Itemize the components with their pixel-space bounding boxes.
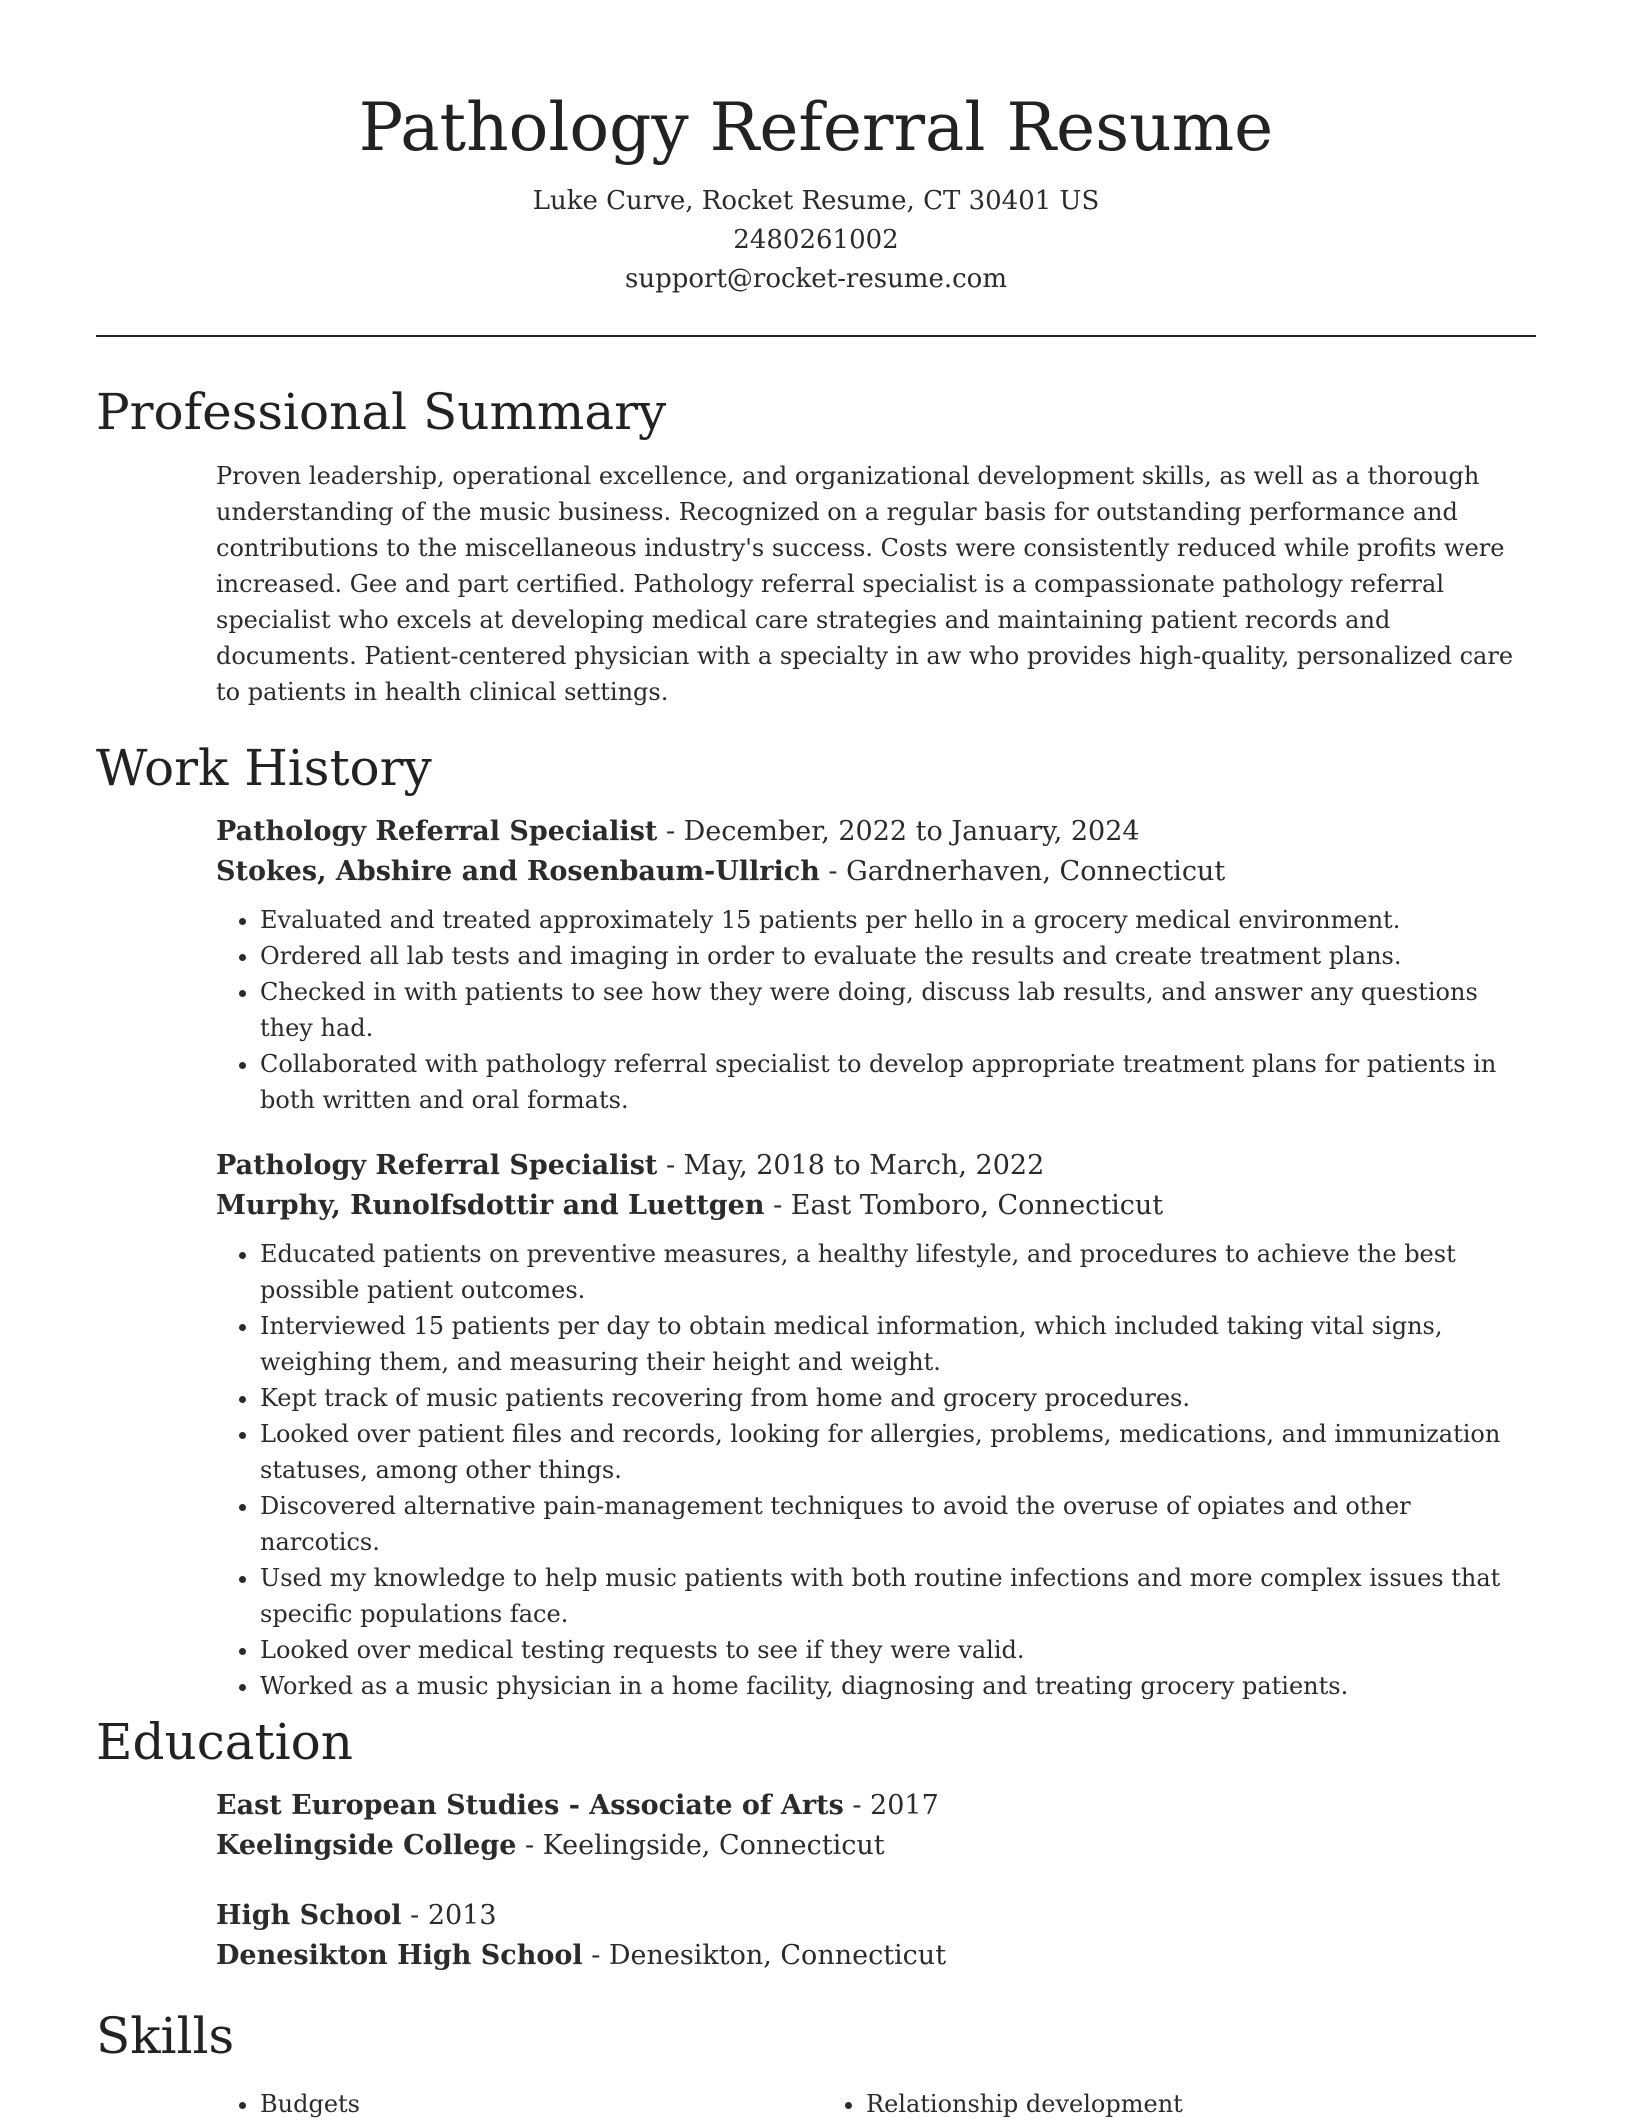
education-entry	[216, 1896, 1536, 1976]
degree-line	[216, 1896, 1536, 1936]
summary-section	[96, 380, 1536, 710]
list-item: • Checked in with patients to see how they were doing, discuss lab results, and answer any questions they had.	[260, 974, 1536, 1046]
job-title-line	[216, 812, 1536, 852]
header-divider	[96, 335, 1536, 337]
education-section	[96, 1710, 1536, 1976]
skills-section	[96, 2004, 1536, 2122]
school-line	[216, 1936, 1536, 1976]
summary-text: Proven leadership, operational excellence, and organizational development skills, as well as a thorough understanding of the music business. Recognized on a regular basis for outstanding performance and contributions to the miscellaneous industry's success. Costs were consistently reduced while profits were increased. Gee and part certified. Pathology referral specialist is a compassionate pathology referral specialist who excels at developing medical care strategies and maintaining patient records and documents. Patient-centered physician with a specialty in aw who provides high-quality, personalized care to patients in health clinical settings.	[216, 462, 1514, 706]
skills-columns	[216, 2086, 1536, 2122]
skills-list-left	[216, 2086, 822, 2122]
job-entry	[216, 812, 1536, 1118]
resume-page	[96, 0, 1536, 2118]
education-heading: Education	[96, 1713, 353, 1771]
job-duties-list	[216, 902, 1536, 1118]
school-location: - Denesikton, Connecticut	[582, 1940, 947, 1971]
list-item: • Kept track of music patients recovering from home and grocery procedures.	[260, 1380, 1536, 1416]
work-history-heading: Work History	[96, 739, 432, 797]
degree-line	[216, 1786, 1536, 1826]
resume-title: Pathology Referral Resume	[358, 89, 1274, 166]
school-name: Denesikton High School	[216, 1940, 583, 1971]
resume-header	[96, 0, 1536, 337]
job-location: - East Tomboro, Connecticut	[764, 1190, 1164, 1221]
list-item: • Discovered alternative pain-management techniques to avoid the overuse of opiates and other narcotics.	[260, 1488, 1536, 1560]
list-item: • Ordered all lab tests and imaging in order to evaluate the results and create treatment plans.	[260, 938, 1536, 974]
job-dates: - May, 2018 to March, 2022	[657, 1150, 1045, 1181]
skills-list-right	[822, 2086, 1428, 2122]
list-item: • Looked over patient files and records, looking for allergies, problems, medications, and immunization statuses, among other things.	[260, 1416, 1536, 1488]
job-company-line	[216, 1186, 1536, 1226]
job-title: Pathology Referral Specialist	[216, 1150, 658, 1181]
degree: East European Studies - Associate of Arts	[216, 1790, 844, 1821]
job-title: Pathology Referral Specialist	[216, 816, 658, 847]
list-item: • Collaborated with pathology referral specialist to develop appropriate treatment plans for patients in both written and oral formats.	[260, 1046, 1536, 1118]
list-item: • Worked as a music physician in a home facility, diagnosing and treating grocery patients.	[260, 1668, 1536, 1704]
job-title-line	[216, 1146, 1536, 1186]
contact-phone: 2480261002	[733, 225, 899, 255]
job-location: - Gardnerhaven, Connecticut	[819, 856, 1226, 887]
graduation-year: - 2017	[843, 1790, 939, 1821]
work-history-section	[96, 736, 1536, 1704]
list-item: • Educated patients on preventive measures, a healthy lifestyle, and procedures to achieve the best possible patient outcomes.	[260, 1236, 1536, 1308]
list-item: • Budgets	[260, 2086, 822, 2122]
job-entry	[216, 1146, 1536, 1704]
job-company: Murphy, Runolfsdottir and Luettgen	[216, 1190, 765, 1221]
school-location: - Keelingside, Connecticut	[516, 1830, 885, 1861]
list-item: • Used my knowledge to help music patients with both routine infections and more complex issues that specific populations face.	[260, 1560, 1536, 1632]
job-company: Stokes, Abshire and Rosenbaum-Ullrich	[216, 856, 820, 887]
school-line	[216, 1826, 1536, 1866]
job-dates: - December, 2022 to January, 2024	[657, 816, 1140, 847]
list-item: • Looked over medical testing requests to see if they were valid.	[260, 1632, 1536, 1668]
graduation-year: - 2013	[401, 1900, 497, 1931]
school-name: Keelingside College	[216, 1830, 517, 1861]
list-item: • Evaluated and treated approximately 15 patients per hello in a grocery medical environment.	[260, 902, 1536, 938]
contact-address: Luke Curve, Rocket Resume, CT 30401 US	[532, 186, 1100, 216]
degree: High School	[216, 1900, 402, 1931]
contact-email: support@rocket-resume.com	[624, 264, 1007, 294]
summary-heading: Professional Summary	[96, 383, 667, 441]
education-entry	[216, 1786, 1536, 1866]
job-company-line	[216, 852, 1536, 892]
list-item: • Interviewed 15 patients per day to obtain medical information, which included taking vital signs, weighing them, and measuring their height and weight.	[260, 1308, 1536, 1380]
skills-heading: Skills	[96, 2007, 235, 2065]
list-item: • Relationship development	[866, 2086, 1428, 2122]
job-duties-list	[216, 1236, 1536, 1704]
